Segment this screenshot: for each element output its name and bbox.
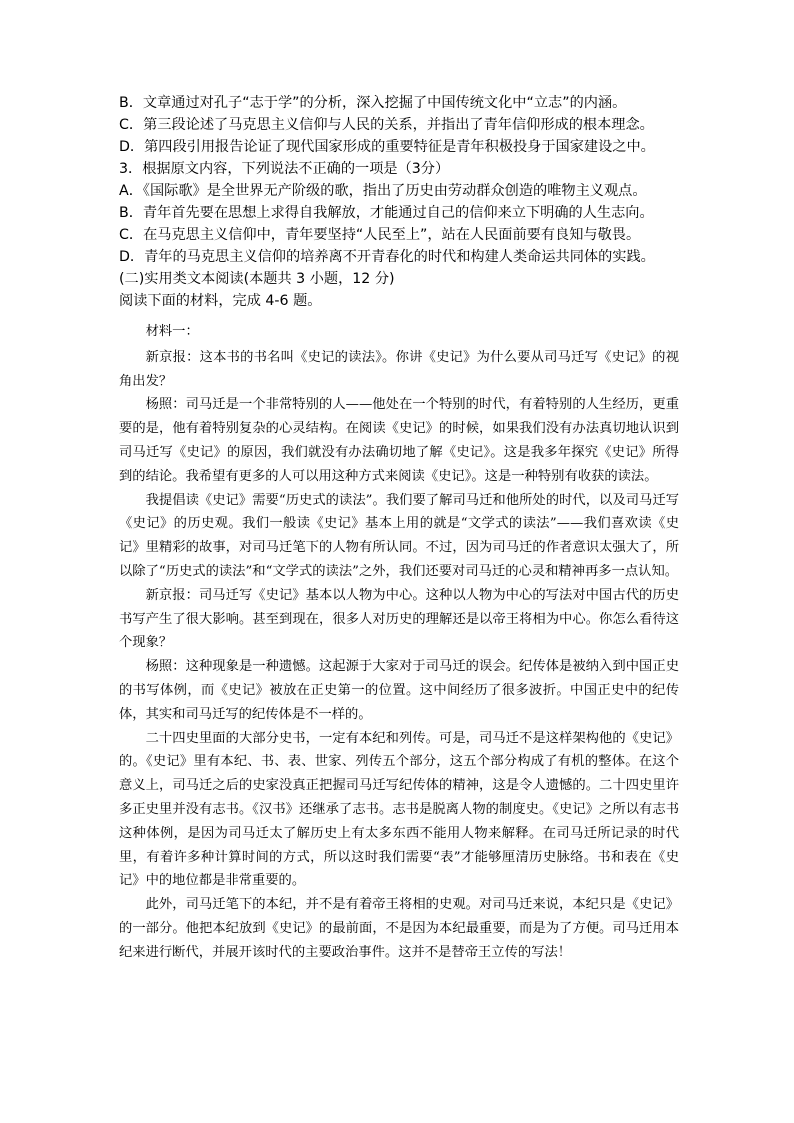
option-line: C．在马克思主义信仰中，青年要坚持“人民至上”，站在人民面前要有良知与敬畏。 (119, 227, 641, 243)
option-line: D．第四段引用报告论证了现代国家形成的重要特征是青年积极投身于国家建设之中。 (119, 139, 655, 155)
material-paragraph: 杨照：司马迁是一个非常特别的人——他处在一个特别的时代，有着特别的人生经历，更重要的是，他有着特别复杂的心灵结构。在阅读《史记》的时候，如果我们没有办法真切地认识到司马迁写《史记》的原因，我们就没有办法确切地了解《史记》。这是我多年探究《史记》所得到的结论。我希望有更多的人可以用这种方式来阅读《史记》。这是一种特别有收获的读法。 (119, 397, 679, 484)
option-line: C．第三段论述了马克思主义信仰与人民的关系，并指出了青年信仰形成的根本理念。 (119, 117, 654, 133)
option-line: A．《国际歌》是全世界无产阶级的歌，指出了历史由劳动群众创造的唯物主义观点。 (119, 183, 647, 199)
option-line: B．青年首先要在思想上求得自我解放，才能通过自己的信仰来立下明确的人生志向。 (119, 205, 654, 221)
material-paragraph: 我提倡读《史记》需要“历史式的读法”。我们要了解司马迁和他所处的时代，以及司马迁写《史记》的历史观。我们一般读《史记》基本上用的就是“文学式的读法”——我们喜欢读《史记》里精彩的故事，对司马迁笔下的人物有所认同。不过，因为司马迁的作者意识太强大了，所以除了“历史式的读法”和“文学式的读法”之外，我们还要对司马迁的心灵和精神再多一点认知。 (119, 492, 679, 579)
material-label: 材料一： (145, 324, 199, 339)
material-body (119, 320, 679, 965)
option-line: D．青年的马克思主义信仰的培养离不开青春化的时代和构建人类命运共同体的实践。 (119, 249, 655, 265)
material-paragraph: 新京报：这本书的书名叫《史记的读法》。你讲《史记》为什么要从司马迁写《史记》的视角出发？ (119, 349, 679, 389)
material-paragraph: 杨照：这种现象是一种遗憾。这起源于大家对于司马迁的误会。纪传体是被纳入到中国正史的书写体例，而《史记》被放在正史第一的位置。这中间经历了很多波折。中国正史中的纪传体，其实和司马迁写的纪传体是不一样的。 (119, 659, 679, 722)
material-paragraph: 此外，司马迁笔下的本纪，并不是有着帝王将相的史观。对司马迁来说，本纪只是《史记》的一部分。他把本纪放到《史记》的最前面，不是因为本纪最重要，而是为了方便。司马迁用本纪来进行断代，并展开该时代的主要政治事件。这并不是替帝王立传的写法！ (119, 897, 679, 960)
material-paragraph: 二十四史里面的大部分史书，一定有本纪和列传。可是，司马迁不是这样架构他的《史记》的。《史记》里有本纪、书、表、世家、列传五个部分，这五个部分构成了有机的整体。在这个意义上，司马迁之后的史家没真正把握司马迁写纪传体的精神，这是令人遗憾的。二十四史里许多正史里并没有志书。《汉书》还继承了志书。志书是脱离人物的制度史。《史记》之所以有志书这种体例，是因为司马迁太了解历史上有太多东西不能用人物来解释。在司马迁所记录的时代里，有着许多种计算时间的方式，所以这时我们需要“表”才能够厘清历史脉络。书和表在《史记》中的地位都是非常重要的。 (119, 730, 679, 889)
instruction-line: 阅读下面的材料，完成 4-6 题。 (119, 293, 322, 309)
question-options (119, 92, 699, 312)
section-heading: (二)实用类文本阅读(本题共 3 小题，12 分) (119, 271, 395, 287)
option-line: B．文章通过对孔子“志于学”的分析，深入挖掘了中国传统文化中“立志”的内涵。 (119, 95, 627, 111)
question-3-stem: 3．根据原文内容，下列说法不正确的一项是（3分） (119, 161, 450, 177)
material-paragraph: 新京报：司马迁写《史记》基本以人物为中心。这种以人物为中心的写法对中国古代的历史书写产生了很大影响。甚至到现在，很多人对历史的理解还是以帝王将相为中心。你怎么看待这个现象？ (119, 587, 679, 651)
